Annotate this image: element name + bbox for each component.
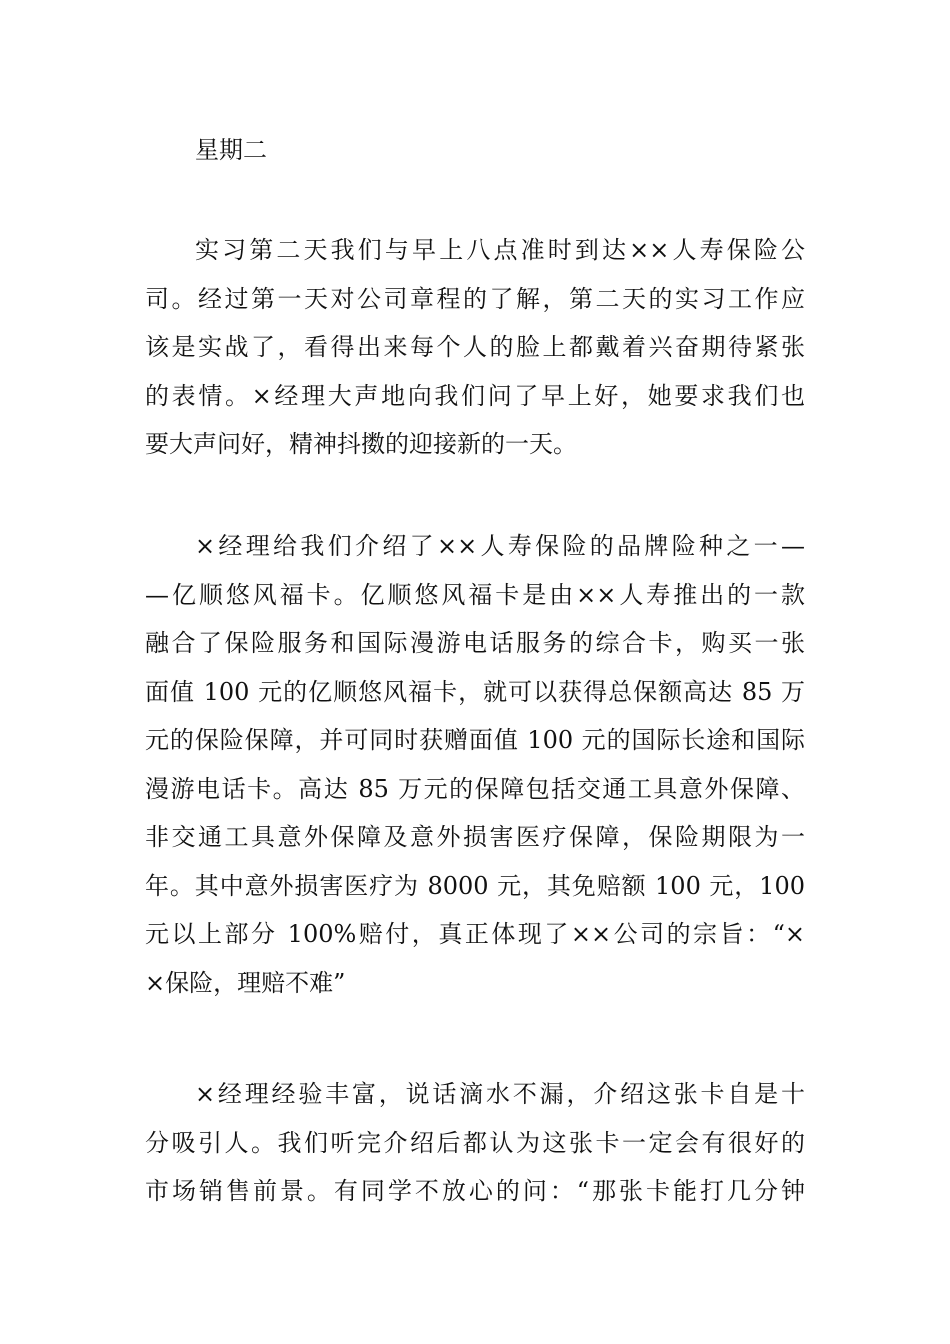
text-line: 要大声问好，精神抖擞的迎接新的一天。 bbox=[145, 430, 577, 458]
text-line: 司。经过第一天对公司章程的了解，第二天的实习工作应 bbox=[145, 284, 805, 313]
text-line: 融合了保险服务和国际漫游电话服务的综合卡，购买一张 bbox=[145, 629, 805, 657]
text-line: 元的保险保障，并可同时获赠面值 100 元的国际长途和国际 bbox=[145, 726, 805, 754]
text-line: 分吸引人。我们听完介绍后都认为这张卡一定会有很好的 bbox=[145, 1128, 805, 1157]
text-line: 面值 100 元的亿顺悠风福卡，就可以获得总保额高达 85 万 bbox=[145, 677, 805, 706]
text-line: 的表情。×经理大声地向我们问了早上好，她要求我们也 bbox=[145, 381, 805, 410]
text-line: 市场销售前景。有同学不放心的问：“那张卡能打几分钟 bbox=[145, 1177, 805, 1205]
text-line: 漫游电话卡。高达 85 万元的保障包括交通工具意外保障、 bbox=[145, 774, 805, 803]
paragraph-1 bbox=[145, 226, 805, 469]
text-line: —亿顺悠风福卡。亿顺悠风福卡是由××人寿推出的一款 bbox=[145, 580, 805, 609]
paragraph-3 bbox=[145, 1070, 805, 1216]
text-line: 元以上部分 100%赔付，真正体现了××公司的宗旨：“× bbox=[145, 920, 805, 948]
text-line: 年。其中意外损害医疗为 8000 元，其免赔额 100 元，100 bbox=[145, 871, 805, 900]
text-line: 实习第二天我们与早上八点准时到达××人寿保险公 bbox=[195, 236, 805, 264]
text-line: 非交通工具意外保障及意外损害医疗保障，保险期限为一 bbox=[145, 823, 805, 851]
paragraph-2 bbox=[145, 522, 805, 1007]
text-line: ×经理给我们介绍了××人寿保险的品牌险种之一— bbox=[195, 532, 805, 560]
day-heading: 星期二 bbox=[195, 136, 267, 164]
text-line: ×经理经验丰富，说话滴水不漏，介绍这张卡自是十 bbox=[195, 1080, 805, 1108]
text-line: 该是实战了，看得出来每个人的脸上都戴着兴奋期待紧张 bbox=[145, 333, 805, 361]
text-line: ×保险，理赔不难” bbox=[145, 968, 346, 997]
